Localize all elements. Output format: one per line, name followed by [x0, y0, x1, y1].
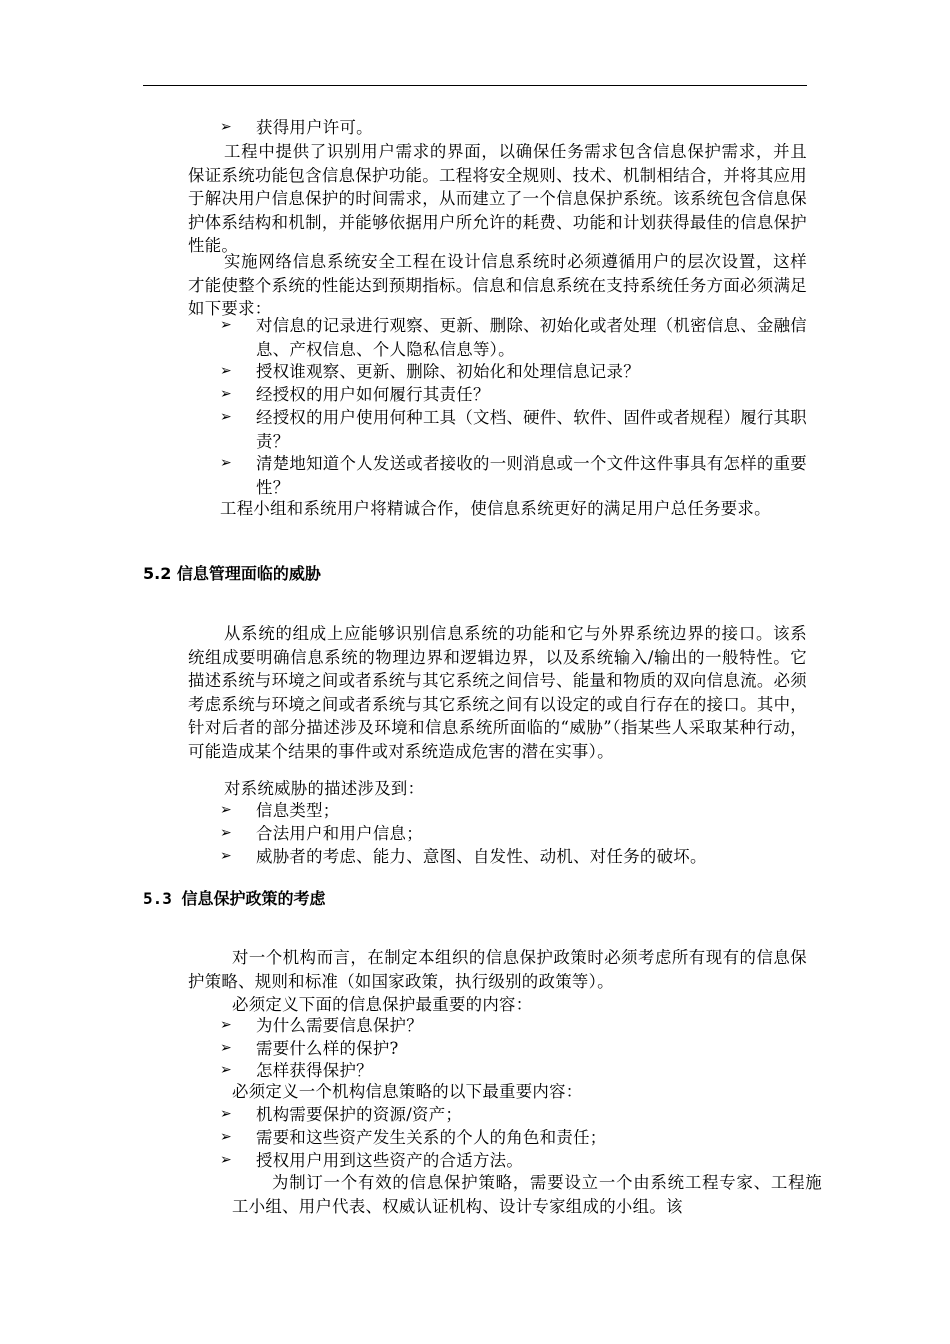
bullet-arrow-icon: ➢: [220, 363, 233, 379]
paragraph: 实施网络信息系统安全工程在设计信息系统时必须遵循用户的层次设置，这样才能使整个系统的性能达到预期指标。信息和信息系统在支持系统任务方面必须满足如下要求：: [188, 252, 807, 319]
bullet-arrow-icon: ➢: [220, 1106, 233, 1122]
paragraph: 对系统威胁的描述涉及到：: [224, 779, 425, 798]
section-heading: 5.2 信息管理面临的威胁: [143, 564, 321, 583]
bullet-arrow-icon: ➢: [220, 848, 233, 864]
bullet-arrow-icon: ➢: [220, 386, 233, 402]
bullet-arrow-icon: ➢: [220, 1062, 233, 1078]
bullet-arrow-icon: ➢: [220, 1040, 233, 1056]
paragraph: 从系统的组成上应能够识别信息系统的功能和它与外界系统边界的接口。该系统组成要明确信息系统的物理边界和逻辑边界，以及系统输入/输出的一般特性。它描述系统与环境之间或者系统与其它系统之间信号、能量和物质的双向信息流。必须考虑系统与环境之间或者系统与其它系统之间有以设定的或自行存在的接口。其中，针对后者的部分描述涉及环境和信息系统所面临的“威胁”（指某些人采取某种行动，可能造成某个结果的事件或对系统造成危害的潜在实事）。: [188, 624, 807, 761]
bullet-arrow-icon: ➢: [220, 825, 233, 841]
list-item: ➢ 对信息的记录进行观察、更新、删除、初始化或者处理（机密信息、金融信息、产权信息、个人隐私信息等）。: [220, 316, 807, 359]
paragraph: 必须定义一个机构信息策略的以下最重要内容：: [232, 1082, 583, 1101]
paragraph: 对一个机构而言，在制定本组织的信息保护政策时必须考虑所有现有的信息保护策略、规则和标准（如国家政策，执行级别的政策等）。: [188, 948, 807, 991]
bullet-arrow-icon: ➢: [220, 409, 233, 425]
paragraph: 必须定义下面的信息保护最重要的内容：: [232, 995, 533, 1014]
paragraph: 工程中提供了识别用户需求的界面，以确保任务需求包含信息保护需求，并且保证系统功能包含信息保护功能。工程将安全规则、技术、机制相结合，并将其应用于解决用户信息保护的时间需求，从而建立了一个信息保护系统。该系统包含信息保护体系结构和机制，并能够依据用户所允许的耗费、功能和计划获得最佳的信息保护性能。: [188, 142, 807, 256]
bullet-arrow-icon: ➢: [220, 119, 233, 135]
bullet-arrow-icon: ➢: [220, 1017, 233, 1033]
paragraph: 为制订一个有效的信息保护策略，需要设立一个由系统工程专家、工程施工小组、用户代表、权威认证机构、设计专家组成的小组。该: [232, 1173, 822, 1216]
bullet-arrow-icon: ➢: [220, 1152, 233, 1168]
document-page: ➢ 获得用户许可。 工程中提供了识别用户需求的界面，以确保任务需求包含信息保护需求，并且保证系统功能包含信息保护功能。工程将安全规则、技术、机制相结合，并将其应用于解决用户信息保护的时间需求，从而建立了一个信息保护系统。该系统包含信息保护体系结构和机制，并能够依据用户所允许的耗费、功能和计划获得最佳的信息保护性能。 实施网络信息系统安全工程在设计信息系统时必须遵循用户的层次设置，这样才能使整个系统的性能达到预期指标。信息和信息系统在支持系统任务方面必须满足如下要求： ➢ 对信息的记录进行观察、更新、删除、初始化或者处理（机密信息、金融信息、产权信息、个人隐私信息等）。 ➢ 授权谁观察、更新、删除、初始化和处理信息记录？ ➢ 经授权的用户如何履行其责任？ ➢ 经授权的用户使用何种工具（文档、硬件、软件、固件或者规程）履行其职责？ ➢ 清楚地知道个人发送或者接收的一则消息或一个文件这件事具有怎样的重要性？ 工程小组和系统用户将精诚合作，使信息系统更好的满足用户总任务要求。 5.2 信息管理面临的威胁 从系统的组成上应能够识别信息系统的功能和它与外界系统边界的接口。该系统组成要明确信息系统的物理边界和逻辑边界，以及系统输入/输出的一般特性。它描述系统与环境之间或者系统与其它系统之间信号、能量和物质的双向信息流。必须考虑系统与环境之间或者系统与其它系统之间有以设定的或自行存在的接口。其中，针对后者的部分描述涉及环境和信息系统所面临的“威胁”（指某些人采取某种行动，可能造成某个结果的事件或对系统造成危害的潜在实事）。 对系统威胁的描述涉及到： ➢ 信息类型； ➢ 合法用户和用户信息； ➢ 威胁者的考虑、能力、意图、自发性、动机、对任务的破坏。 5.3 信息保护政策的考虑 对一个机构而言，在制定本组织的信息保护政策时必须考虑所有现有的信息保护策略、规则和标准（如国家政策，执行级别的政策等）。 必须定义下面的信息保护最重要的内容： ➢ 为什么需要信息保护？ ➢ 需要什么样的保护? ➢ 怎样获得保护？ 必须定义一个机构信息策略的以下最重要内容： ➢ 机构需要保护的资源/资产； ➢ 需要和这些资产发生关系的个人的角色和责任； ➢ 授权用户用到这些资产的合适方法。 为制订一个有效的信息保护策略，需要设立一个由系统工程专家、工程施工小组、用户代表、权威认证机构、设计专家组成的小组。该: [0, 0, 950, 1344]
bullet-arrow-icon: ➢: [220, 802, 233, 818]
bullet-arrow-icon: ➢: [220, 1129, 233, 1145]
section-heading: 5.3 信息保护政策的考虑: [143, 889, 326, 908]
paragraph: 工程小组和系统用户将精诚合作，使信息系统更好的满足用户总任务要求。: [220, 499, 771, 518]
header-rule: [143, 85, 807, 86]
bullet-arrow-icon: ➢: [220, 455, 233, 471]
bullet-arrow-icon: ➢: [220, 317, 233, 333]
